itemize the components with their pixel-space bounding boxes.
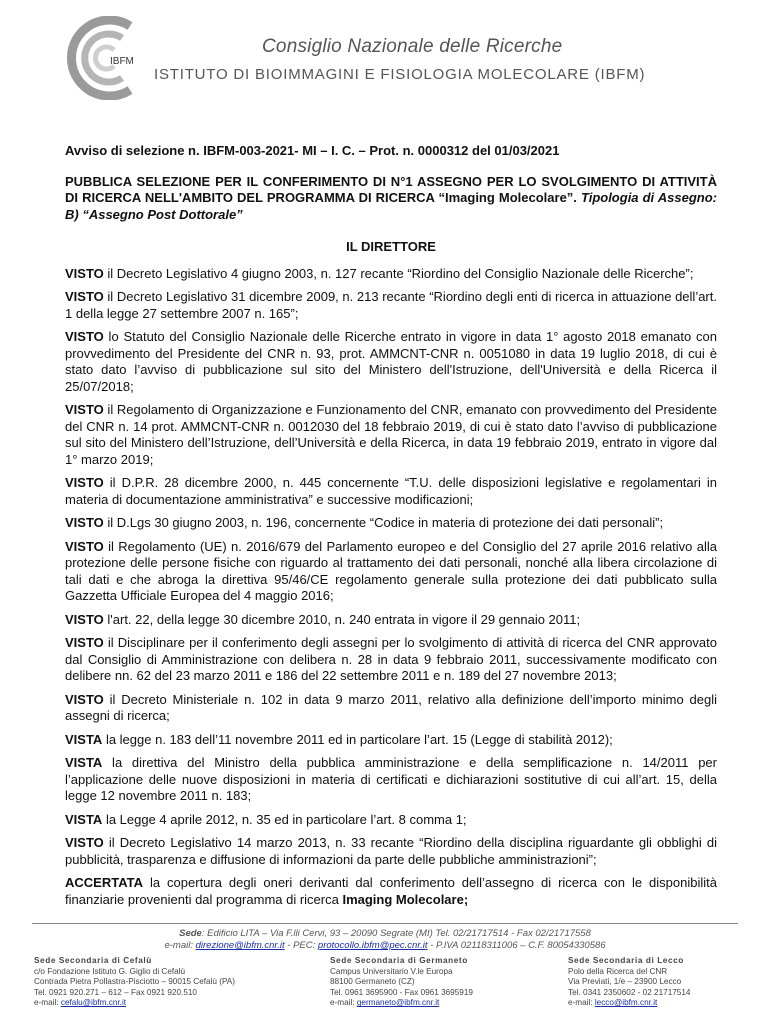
footer-contact-line: [0, 940, 770, 952]
footer-sede-lecco: [568, 956, 690, 1009]
paragraph-text: il Regolamento (UE) n. 2016/679 del Parlamento europeo e del Consiglio del 27 aprile 2016 relativo alla protezione delle persone fisiche con riguardo al trattamento dei dati personali, nonché alla libera circolazione di tali dati e che abroga la direttiva 95/46/CE regolamento generale sulla protezione dei dati pubblicato sulla Gazzetta Ufficiale Europea del 4 maggio 2016;: [65, 538, 717, 603]
paragraph-keyword: VISTO: [65, 635, 104, 650]
footer-email-label: e-mail:: [164, 940, 196, 951]
footer-sede-label: Sede: [179, 928, 202, 939]
footer-col-email-link[interactable]: cefalu@ibfm.cnr.it: [60, 998, 127, 1008]
paragraph-keyword: VISTA: [65, 731, 103, 747]
footer-col-line: Tel. 0961 3695900 - Fax 0961 3695919: [330, 987, 473, 997]
paragraph-keyword: VISTO: [65, 515, 104, 530]
organization-name: Consiglio Nazionale delle Ricerche: [262, 36, 563, 57]
paragraph-keyword: VISTO: [65, 611, 104, 627]
footer-sede-germaneto: [330, 956, 473, 1009]
footer-main-address: [0, 928, 770, 952]
paragraph-text: la direttiva del Ministro della pubblica amministrazione e della semplificazione n. 14/2011 per l’applicazione delle nuove disposizioni in materia di certificati e dichiarazioni sostitutive di cui all’art. 15, della legge 12 novembre 2011 n. 183;: [65, 755, 717, 803]
footer-col-email-line: [34, 998, 235, 1009]
footer-col-heading: Sede Secondaria di Germaneto: [330, 956, 468, 965]
considerations-list: [65, 266, 717, 869]
footer-col-email-label: e-mail:: [34, 998, 61, 1008]
consideration-paragraph: [65, 329, 717, 395]
program-name: Imaging Molecolare;: [342, 891, 469, 907]
paragraph-keyword: VISTO: [65, 835, 104, 850]
footer-col-email-line: [568, 998, 690, 1009]
paragraph-keyword: VISTA: [65, 755, 103, 770]
paragraph-keyword: VISTO: [65, 538, 104, 554]
consideration-paragraph: [65, 266, 717, 283]
footer-sede-cefalu: [34, 956, 235, 1009]
paragraph-text: la Legge 4 aprile 2012, n. 35 ed in particolare l’art. 8 comma 1;: [102, 811, 467, 827]
paragraph-text: il Decreto Legislativo 4 giugno 2003, n. 127 recante “Riordino del Consiglio Nazionale delle Ricerche”;: [103, 265, 694, 281]
notice-number: Avviso di selezione n. IBFM-003-2021- MI – I. C. – Prot. n. 0000312 del 01/03/2021: [65, 143, 560, 158]
document-title: [65, 174, 717, 224]
footer-col-email-line: [330, 998, 473, 1009]
paragraph-keyword: VISTO: [65, 329, 104, 344]
consideration-paragraph: [65, 612, 717, 629]
footer-col-email-link[interactable]: lecco@ibfm.cnr.it: [594, 998, 658, 1008]
paragraph-keyword: VISTO: [65, 691, 104, 707]
footer-col-heading: Sede Secondaria di Cefalù: [34, 956, 152, 965]
paragraph-text: il D.Lgs 30 giugno 2003, n. 196, concernente “Codice in materia di protezione dei dati personali”;: [103, 515, 664, 530]
consideration-paragraph: [65, 402, 717, 468]
consideration-paragraph: [65, 515, 717, 532]
paragraph-text: l'art. 22, della legge 30 dicembre 2010, n. 240 entrata in vigore il 29 gennaio 2011;: [103, 611, 581, 627]
footer-address-line: [0, 928, 770, 940]
footer-col-line: Tel. 0921 920.271 – 612 – Fax 0921 920.510: [34, 987, 197, 997]
footer-pec-label: - PEC:: [284, 940, 318, 951]
footer-sede-text: : Edificio LITA – Via F.lli Cervi, 93 – 20090 Segrate (MI) Tel. 02/21717514 - Fax 02/21717558: [201, 928, 591, 939]
director-heading: IL DIRETTORE: [346, 239, 436, 254]
footer-pec-link[interactable]: protocollo.ibfm@pec.cnr.it: [317, 940, 428, 951]
paragraph-text: il Decreto Ministeriale n. 102 in data 9 marzo 2011, relativo alla definizione dell’importo minimo degli assegni di ricerca;: [65, 691, 717, 723]
footer-col-line: Campus Universitario V.le Europa: [330, 966, 453, 976]
footer-col-line: Tel. 0341 2350602 - 02 21717514: [568, 987, 691, 997]
footer-email-link[interactable]: direzione@ibfm.cnr.it: [195, 940, 285, 951]
document-body: [65, 143, 717, 915]
consideration-paragraph: [65, 835, 717, 868]
ibfm-logo: [52, 16, 152, 100]
footer-col-line: Polo della Ricerca del CNR: [568, 966, 668, 976]
accertata-paragraph: [65, 875, 717, 908]
title-main: PUBBLICA SELEZIONE PER IL CONFERIMENTO DI N°1 ASSEGNO PER LO SVOLGIMENTO DI ATTIVITÀ DI RICERCA NELL'AMBITO DEL PROGRAMMA DI RICERCA “Imaging Molecolare”.: [65, 173, 717, 205]
paragraph-keyword: VISTO: [65, 289, 104, 304]
paragraph-keyword: VISTO: [65, 475, 104, 490]
consideration-paragraph: [65, 755, 717, 805]
footer-col-line: c/o Fondazione Istituto G. Giglio di Cefalù: [34, 966, 186, 976]
paragraph-text: la copertura degli oneri derivanti dal conferimento dell’assegno di ricerca con le disponibilità finanziarie provenienti dal programma di ricerca: [65, 875, 717, 907]
footer-col-email-label: e-mail:: [330, 998, 357, 1008]
footer-divider: [32, 923, 738, 924]
institute-name: ISTITUTO DI BIOIMMAGINI E FISIOLOGIA MOLECOLARE (IBFM): [154, 66, 646, 83]
footer-col-line: Contrada Pietra Pollastra-Pisciotto – 90015 Cefalù (PA): [34, 977, 235, 987]
paragraph-keyword: VISTO: [65, 402, 104, 417]
footer-col-email-label: e-mail:: [568, 998, 595, 1008]
paragraph-text: il Disciplinare per il conferimento degli assegni per lo svolgimento di attività di ricerca del CNR approvato dal Consiglio di Amministrazione con delibera n. 28 in data 9 febbraio 2011, successivamente modificato con delibere nn. 62 del 23 marzo 2011 e 186 del 22 settembre 2011 e n. 189 del 27 novembre 2013;: [65, 635, 717, 683]
paragraph-text: la legge n. 183 dell’11 novembre 2011 ed in particolare l’art. 15 (Legge di stabilità 2012);: [102, 731, 613, 747]
consideration-paragraph: [65, 289, 717, 322]
consideration-paragraph: [65, 732, 717, 749]
consideration-paragraph: [65, 692, 717, 725]
consideration-paragraph: [65, 635, 717, 685]
footer-col-email-link[interactable]: germaneto@ibfm.cnr.it: [356, 998, 440, 1008]
paragraph-text: il Regolamento di Organizzazione e Funzionamento del CNR, emanato con provvedimento del Presidente del CNR n. 14 prot. AMMCNT-CNR n. 0012030 del 18 febbraio 2019, di cui è stato dato l’avviso di pubblicazione sul sito del Ministero dell’Istruzione, dell’Università e della Ricerca, in data 19 febbraio 2019, entrato in vigore dal 1° marzo 2019;: [65, 402, 717, 467]
paragraph-text: il D.P.R. 28 dicembre 2000, n. 445 concernente “T.U. delle disposizioni legislative e regolamentari in materia di documentazione amministrativa” e successive modificazioni;: [65, 475, 717, 507]
footer-col-heading: Sede Secondaria di Lecco: [568, 956, 684, 965]
logo-text: IBFM: [110, 56, 134, 67]
paragraph-keyword: ACCERTATA: [65, 875, 143, 890]
paragraph-keyword: VISTA: [65, 811, 103, 827]
paragraph-keyword: VISTO: [65, 265, 104, 281]
footer-col-line: 88100 Germaneto (CZ): [330, 977, 415, 987]
paragraph-text: il Decreto Legislativo 14 marzo 2013, n. 33 recante “Riordino della disciplina riguardante gli obblighi di pubblicità, trasparenza e diffusione di informazioni da parte delle pubbliche amministrazioni”;: [65, 835, 717, 867]
footer-col-line: Via Previati, 1/e – 23900 Lecco: [568, 977, 682, 987]
consideration-paragraph: [65, 539, 717, 605]
consideration-paragraph: [65, 812, 717, 829]
footer-piva: - P.IVA 02118311006 – C.F. 80054330586: [427, 940, 606, 951]
paragraph-text: lo Statuto del Consiglio Nazionale delle Ricerche entrato in vigore in data 1° agosto 2018 emanato con provvedimento del Presidente del CNR n. 93, prot. AMMCNT-CNR n. 0051080 in data 19 luglio 2018, di cui è stato dato l’avviso di pubblicazione sul sito del Ministero dell'Istruzione, dell'Università e della Ricerca il 25/07/2018;: [65, 329, 717, 394]
title-subtitle: Tipologia di Assegno: B) “Assegno Post Dottorale”: [65, 190, 717, 222]
consideration-paragraph: [65, 475, 717, 508]
paragraph-text: il Decreto Legislativo 31 dicembre 2009, n. 213 recante “Riordino degli enti di ricerca in attuazione dell’art. 1 della legge 27 settembre 2007 n. 165”;: [65, 289, 717, 321]
